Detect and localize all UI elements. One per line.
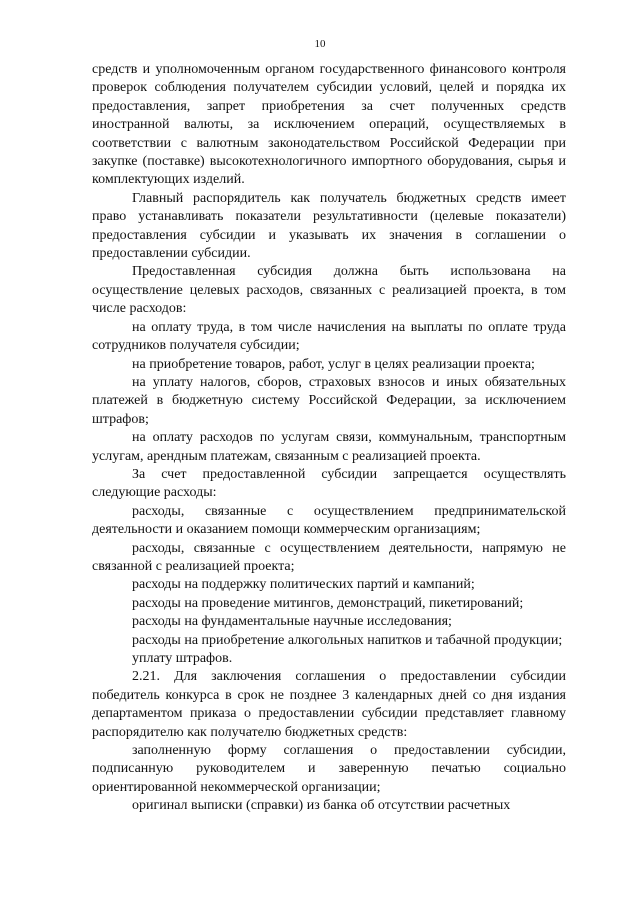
paragraph-prohibited-expenses: За счет предоставленной субсидии запрещается осуществлять следующие расходы:	[92, 466, 566, 501]
list-item-business: расходы, связанные с осуществлением предпринимательской деятельности и оказанием помощи коммерческим организациям;	[92, 503, 566, 538]
body-text	[92, 61, 566, 816]
list-item-research: расходы на фундаментальные научные исследования;	[132, 614, 452, 630]
list-item-bank-statement: оригинал выписки (справки) из банка об отсутствии расчетных	[132, 798, 511, 814]
list-item-rallies: расходы на проведение митингов, демонстраций, пикетирований;	[132, 595, 524, 611]
list-item-unrelated: расходы, связанные с осуществлением деятельности, напрямую не связанной с реализацией проекта;	[92, 540, 566, 574]
list-item-salary: на оплату труда, в том числе начисления на выплаты по оплате труда сотрудников получателя субсидии;	[92, 319, 566, 354]
list-item-fines: уплату штрафов.	[132, 651, 233, 666]
list-item-taxes: на уплату налогов, сборов, страховых взносов и иных обязательных платежей в бюджетную систему Российской Федерации, за исключением штрафов;	[92, 374, 566, 427]
paragraph-allowed-expenses: Предоставленная субсидия должна быть использована на осуществление целевых расходов, связанных с реализацией проекта, в том числе расходов:	[92, 264, 566, 317]
list-item-political: расходы на поддержку политических партий и кампаний;	[132, 577, 475, 593]
paragraph-2-21: 2.21. Для заключения соглашения о предоставлении субсидии победитель конкурса в срок не позднее 3 календарных дней со дня издания департаментом приказа о предоставлении субсидии представляет главному распорядителю как получателю бюджетных средств:	[92, 669, 566, 740]
list-item-utilities: на оплату расходов по услугам связи, коммунальным, транспортным услугам, арендным платежам, связанным с реализацией проекта.	[92, 430, 566, 464]
list-item-agreement-form: заполненную форму соглашения о предоставлении субсидии, подписанную руководителем и заверенную печатью социально ориентированной некоммерческой организации;	[92, 743, 566, 795]
list-item-alcohol: расходы на приобретение алкогольных напитков и табачной продукции;	[132, 632, 563, 648]
paragraph-continuation: средств и уполномоченным органом государственного финансового контроля проверок соблюдения получателем субсидии условий, целей и порядка их предоставления, запрет приобретения за счет полученных средств иностранной валюты, за исключением операций, осуществляемых в соответствии с валютным законодательством Российской Федерации при закупке (поставке) высокотехнологичного импортного оборудования, сырья и комплектующих изделий.	[92, 62, 566, 188]
page-number: 10	[314, 38, 326, 50]
list-item-goods: на приобретение товаров, работ, услуг в целях реализации проекта;	[132, 356, 535, 372]
paragraph-indicators: Главный распорядитель как получатель бюджетных средств имеет право устанавливать показатели результативности (целевые показатели) предоставления субсидии и указывать их значения в соглашении о предоставлении субсидии.	[92, 190, 566, 262]
